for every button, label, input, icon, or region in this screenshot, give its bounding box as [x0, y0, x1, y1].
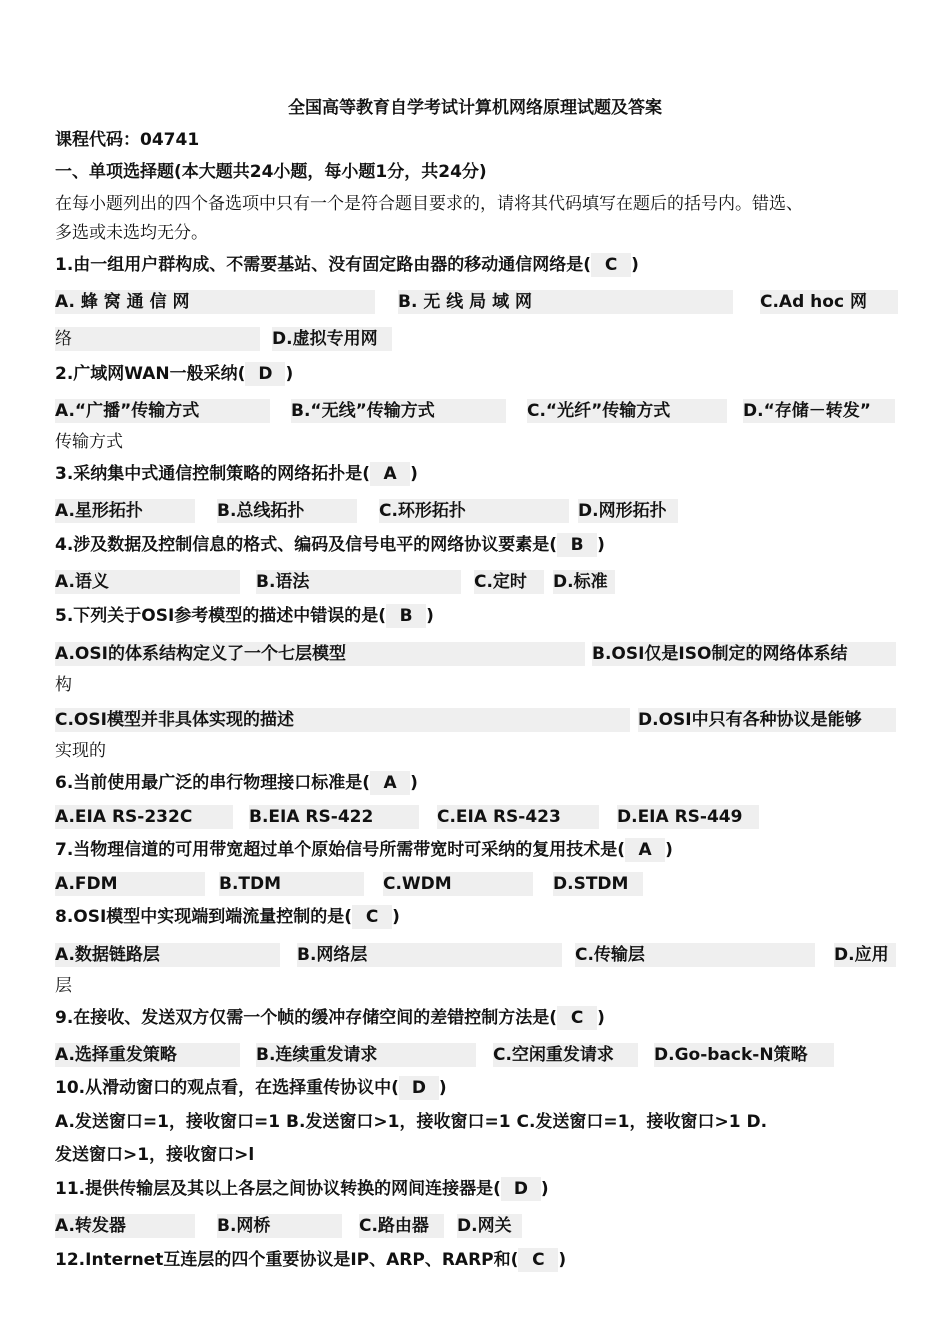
options-line-continued: 发送窗口>1，接收窗口>l — [55, 1145, 255, 1165]
option-c: C.WDM — [383, 872, 533, 896]
option-d: D.STDM — [553, 872, 643, 896]
question-stem: 6.当前使用最广泛的串行物理接口标准是( A ) — [55, 773, 418, 793]
option-c: C.EIA RS-423 — [437, 805, 599, 829]
answer-blank: C — [352, 905, 392, 929]
option-b-continued: 构 — [55, 675, 72, 695]
answer-blank: A — [625, 838, 665, 862]
option-c-continued: 络 — [55, 327, 260, 351]
instructions-line-2: 多选或未选均无分。 — [55, 223, 208, 243]
option-c: C.传输层 — [575, 943, 815, 967]
option-d: D.应用 — [834, 943, 896, 967]
answer-blank: C — [518, 1248, 558, 1272]
answer-blank: D — [245, 362, 285, 386]
option-d-continued: 传输方式 — [55, 432, 123, 452]
option-c: C.空闲重发请求 — [493, 1043, 638, 1067]
question-stem: 1.由一组用户群构成、不需要基站、没有固定路由器的移动通信网络是( C ) — [55, 255, 639, 275]
question-stem: 8.OSI模型中实现端到端流量控制的是( C ) — [55, 907, 400, 927]
answer-blank: A — [370, 771, 410, 795]
answer-blank: D — [501, 1177, 541, 1201]
options-line: A.发送窗口=1，接收窗口=1 B.发送窗口>1，接收窗口=1 C.发送窗口=1，接收窗口>1 D. — [55, 1112, 768, 1132]
option-a: A.数据链路层 — [55, 943, 280, 967]
question-stem: 4.涉及数据及控制信息的格式、编码及信号电平的网络协议要素是( B ) — [55, 535, 605, 555]
option-a: A.EIA RS-232C — [55, 805, 233, 829]
option-b: B.网桥 — [217, 1214, 342, 1238]
question-stem: 9.在接收、发送双方仅需一个帧的缓冲存储空间的差错控制方法是( C ) — [55, 1008, 605, 1028]
document-title: 全国高等教育自学考试计算机网络原理试题及答案 — [288, 98, 662, 118]
option-a: A.语义 — [55, 570, 240, 594]
answer-blank: A — [370, 462, 410, 486]
instructions-line-1: 在每小题列出的四个备选项中只有一个是符合题目要求的，请将其代码填写在题后的括号内。错选、 — [55, 194, 803, 214]
answer-blank: C — [557, 1006, 597, 1030]
option-b: B.网络层 — [297, 943, 562, 967]
question-stem: 10.从滑动窗口的观点看，在选择重传协议中( D ) — [55, 1078, 447, 1098]
option-b: B.OSI仅是ISO制定的网络体系结 — [592, 642, 896, 666]
question-stem: 5.下列关于OSI参考模型的描述中错误的是( B ) — [55, 606, 434, 626]
answer-blank: C — [591, 253, 631, 277]
option-b: B.EIA RS-422 — [249, 805, 419, 829]
option-c: C.定时 — [474, 570, 544, 594]
question-stem: 2.广域网WAN一般采纳( D ) — [55, 364, 294, 384]
option-a: A.星形拓扑 — [55, 499, 195, 523]
answer-blank: B — [386, 604, 426, 628]
option-d-continued: 层 — [55, 976, 72, 996]
option-c: C.Ad hoc 网 — [760, 290, 898, 314]
option-c: C.路由器 — [359, 1214, 444, 1238]
option-b: B.“无线”传输方式 — [291, 399, 506, 423]
option-c: C.OSI模型并非具体实现的描述 — [55, 708, 630, 732]
option-d-continued: 实现的 — [55, 741, 106, 761]
answer-blank: B — [557, 533, 597, 557]
course-code: 课程代码：04741 — [55, 130, 200, 150]
option-a: A.FDM — [55, 872, 205, 896]
option-d: D.“存储－转发” — [743, 399, 895, 423]
option-a: A.转发器 — [55, 1214, 195, 1238]
question-stem: 7.当物理信道的可用带宽超过单个原始信号所需带宽时可采纳的复用技术是( A ) — [55, 840, 673, 860]
option-c: C.“光纤”传输方式 — [527, 399, 727, 423]
option-d: D.标准 — [553, 570, 615, 594]
option-a: A. 蜂 窝 通 信 网 — [55, 290, 375, 314]
option-b: B.总线拓扑 — [217, 499, 357, 523]
question-stem: 3.采纳集中式通信控制策略的网络拓扑是( A ) — [55, 464, 418, 484]
option-d: D.网形拓扑 — [578, 499, 678, 523]
option-b: B.连续重发请求 — [256, 1043, 476, 1067]
option-b: B. 无 线 局 域 网 — [398, 290, 733, 314]
question-stem: 11.提供传输层及其以上各层之间协议转换的网间连接器是( D ) — [55, 1179, 549, 1199]
answer-blank: D — [399, 1076, 439, 1100]
option-a: A.OSI的体系结构定义了一个七层模型 — [55, 642, 585, 666]
option-b: B.语法 — [256, 570, 461, 594]
option-c: C.环形拓扑 — [379, 499, 569, 523]
option-d: D.Go-back-N策略 — [654, 1043, 834, 1067]
question-stem: 12.Internet互连层的四个重要协议是IP、ARP、RARP和( C ) — [55, 1250, 567, 1270]
option-d: D.网关 — [457, 1214, 522, 1238]
option-b: B.TDM — [219, 872, 364, 896]
option-a: A.选择重发策略 — [55, 1043, 240, 1067]
option-d: D.OSI中只有各种协议是能够 — [638, 708, 896, 732]
option-a: A.“广播”传输方式 — [55, 399, 270, 423]
option-d: D.虚拟专用网 — [272, 327, 392, 351]
section-heading: 一、单项选择题(本大题共24小题，每小题1分，共24分) — [55, 162, 487, 182]
option-d: D.EIA RS-449 — [617, 805, 759, 829]
